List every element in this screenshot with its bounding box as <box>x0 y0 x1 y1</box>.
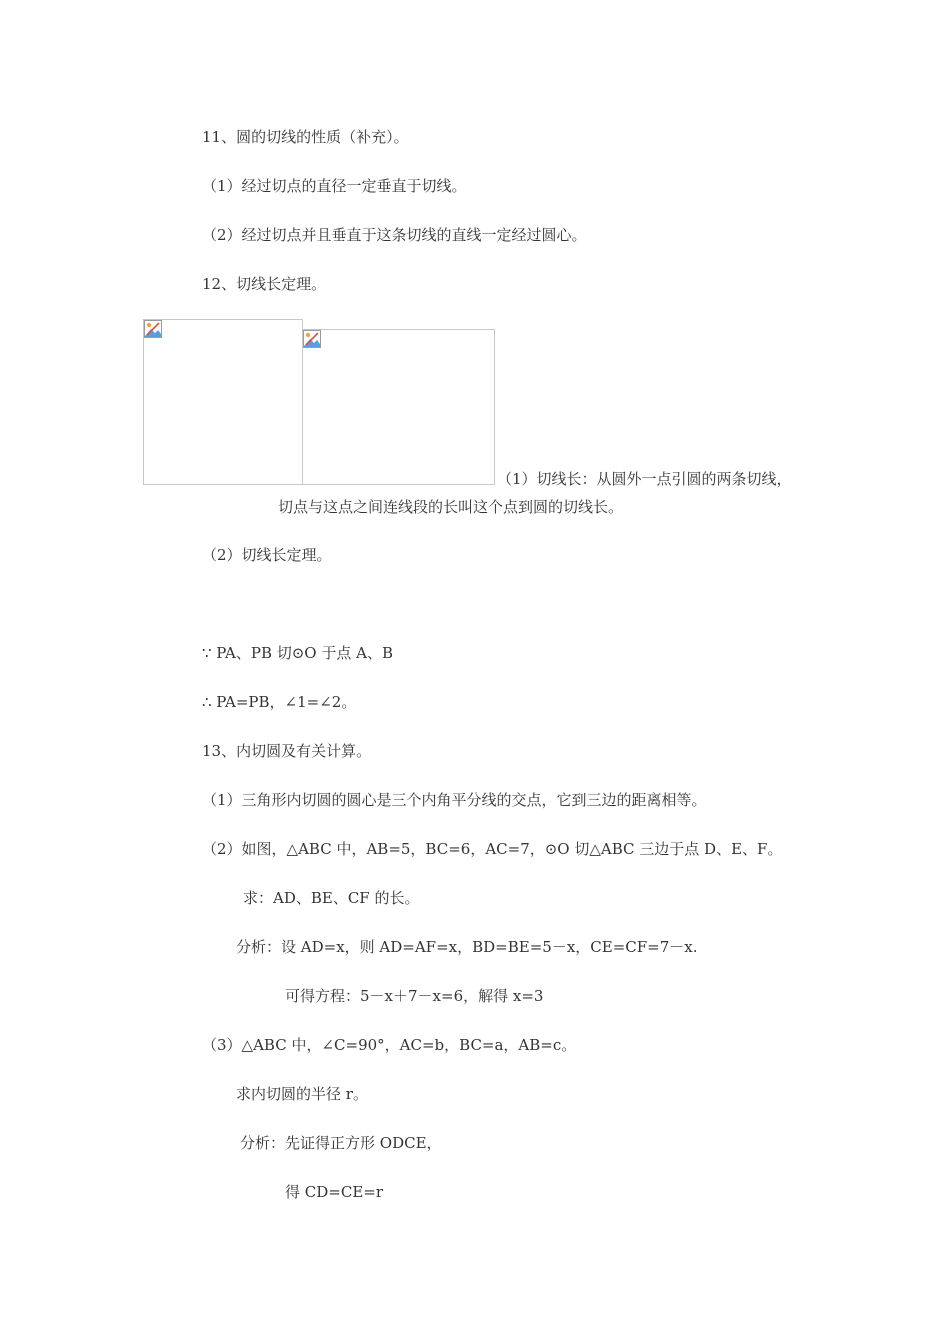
broken-image-icon <box>144 320 162 338</box>
section-13-point-3: （3）△ABC 中，∠C=90°，AC=b，BC=a，AB=c。 <box>202 1036 577 1054</box>
tangent-length-definition-line-2: 切点与这点之间连线段的长叫这个点到圆的切线长。 <box>278 498 624 516</box>
point-3-analysis: 分析：先证得正方形 ODCE， <box>240 1134 442 1152</box>
point-2-question: 求：AD、BE、CF 的长。 <box>243 889 420 907</box>
tangent-length-theorem: （2）切线长定理。 <box>202 546 332 564</box>
section-11-title: 11、圆的切线的性质（补充）。 <box>202 128 409 146</box>
point-3-result: 得 CD=CE=r <box>285 1183 384 1201</box>
theorem-therefore: ∴ PA=PB，∠1=∠2。 <box>202 693 357 711</box>
section-13-point-2: （2）如图，△ABC 中，AB=5，BC=6，AC=7，⊙O 切△ABC 三边于点 D、E、F。 <box>202 840 783 858</box>
section-12-title: 12、切线长定理。 <box>202 275 327 293</box>
broken-image-1 <box>143 319 303 485</box>
broken-image-2 <box>302 329 495 485</box>
point-2-equation: 可得方程：5－x＋7－x=6，解得 x=3 <box>285 987 544 1005</box>
section-13-title: 13、内切圆及有关计算。 <box>202 742 372 760</box>
section-11-point-1: （1）经过切点的直径一定垂直于切线。 <box>202 177 467 195</box>
broken-image-icon <box>303 330 321 348</box>
section-13-point-1: （1）三角形内切圆的圆心是三个内角平分线的交点，它到三边的距离相等。 <box>202 791 707 809</box>
tangent-length-definition-line-1: （1）切线长：从圆外一点引圆的两条切线， <box>497 470 792 488</box>
point-2-analysis: 分析：设 AD=x，则 AD=AF=x，BD=BE=5－x，CE=CF=7－x. <box>236 938 698 956</box>
section-11-point-2: （2）经过切点并且垂直于这条切线的直线一定经过圆心。 <box>202 226 587 244</box>
theorem-because: ∵ PA、PB 切⊙O 于点 A、B <box>202 644 394 662</box>
point-3-question: 求内切圆的半径 r。 <box>236 1085 368 1103</box>
